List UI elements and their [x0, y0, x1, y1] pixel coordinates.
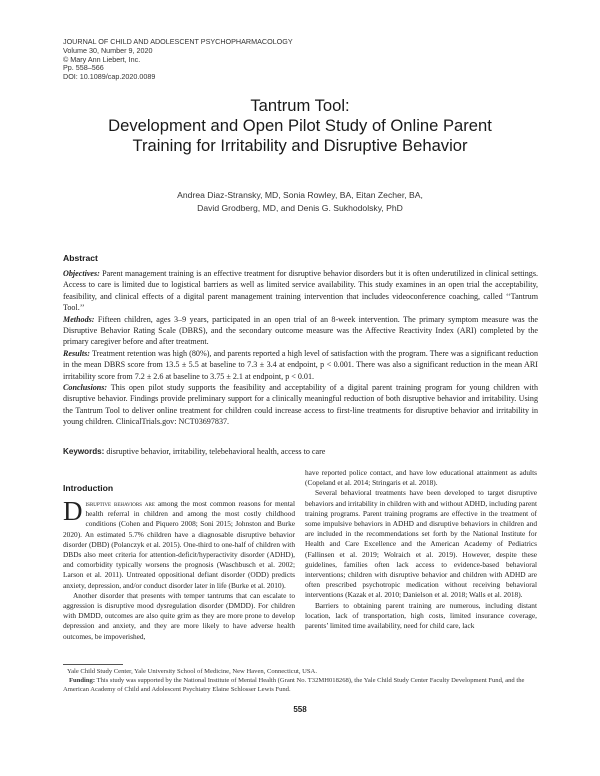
page-number: 558: [293, 705, 307, 714]
authors-line-1: Andrea Diaz-Stransky, MD, Sonia Rowley, BA, Eitan Zecher, BA,: [177, 190, 423, 200]
funding-text: This study was supported by the National Institute of Mental Health (Grant No. T32MH018268), the Yale Child Study Center Faculty Development Fund, and the American Academy of Child and Adolescent Psychiatry Elaine Schlosser Lewis Fund.: [63, 676, 525, 693]
drop-cap: D: [63, 496, 83, 526]
keywords-label: Keywords:: [63, 447, 105, 456]
abstract-body: [63, 268, 538, 428]
journal-name: JOURNAL OF CHILD AND ADOLESCENT PSYCHOPHARMACOLOGY: [63, 37, 293, 46]
journal-copyright: © Mary Ann Liebert, Inc.: [63, 54, 141, 64]
lead-smallcaps: isruptive behaviors are: [85, 499, 155, 508]
footnotes: [63, 668, 538, 694]
title-line-3: Training for Irritability and Disruptive Behavior: [132, 136, 468, 155]
keywords-text: disruptive behavior, irritability, telebehavioral health, access to care: [106, 447, 326, 456]
abstract-objectives: [63, 268, 538, 314]
results-text: Treatment retention was high (80%), and parents reported a high level of satisfaction with the program. There was a significant reduction in the mean DBRS score from 13.5 ± 5.5 at baseline to 7.3 ± 3.4 at endpoint, p < 0.001. There was also a significant reduction in the mean ARI irritability score from 7.2 ± 2.6 at baseline to 3.75 ± 2.1 at endpoint, p < 0.01.: [63, 348, 538, 381]
introduction-heading: Introduction: [63, 483, 114, 493]
funding-note: [63, 677, 538, 695]
keywords-line: [63, 447, 538, 456]
intro-paragraph-2: Another disorder that presents with temper tantrums that can escalate to aggression is disruptive mood dysregulation disorder (DMDD). For children with DMDD, outcomes are also quite grim as they are more prone to develop depression and anxiety, and they are more likely to have adverse health outcomes, be impoverished,: [63, 590, 295, 641]
methods-text: Fifteen children, ages 3–9 years, participated in an open trial of an 8-week intervention. The primary symptom measure was the Disruptive Behavior Rating Scale (DBRS), and the secondary outcome measure was the Affective Reactivity Index (ARI) completed by the primary caregiver before and after treatment.: [63, 314, 538, 347]
abstract-conclusions: [63, 382, 538, 428]
objectives-text: Parent management training is an effective treatment for disruptive behavior disorders but it is often underutilized in clinical settings. Access to care is limited due to logistical barriers as well as limited service availability. This study examines in an open trial the acceptability, feasibility, and clinical effects of a digital parent management training intervention that includes videoconference coaching, called ‘‘Tantrum Tool.’’: [63, 269, 538, 313]
intro-paragraph-1: [63, 496, 295, 591]
conclusions-label: Conclusions:: [63, 383, 108, 393]
left-column: [63, 496, 295, 642]
journal-volume: Volume 30, Number 9, 2020: [63, 45, 153, 55]
right-column: [305, 468, 537, 631]
methods-label: Methods:: [63, 314, 95, 324]
abstract-heading: Abstract: [63, 253, 98, 263]
title-line-2: Development and Open Pilot Study of Online Parent: [108, 116, 492, 135]
abstract-methods: [63, 314, 538, 348]
article-title: [60, 96, 540, 156]
title-line-1: Tantrum Tool:: [250, 96, 350, 115]
author-list: [60, 189, 540, 214]
funding-label: Funding:: [69, 676, 96, 684]
affiliation-note: Yale Child Study Center, Yale University School of Medicine, New Haven, Connecticut, USA.: [67, 668, 317, 675]
abstract-results: [63, 348, 538, 382]
conclusions-text: This open pilot study supports the feasibility and acceptability of a digital parent training program for young children with disruptive behavior. Findings provide preliminary support for a clinically meaningful reduction of both disruptive behavior and irritability. Using the Tantrum Tool to deliver online treatment for children could increase access to first-line treatments for disruptive behavior and irritability in young children. ClinicalTrials.gov: NCT03697837.: [63, 383, 538, 427]
intro-p1-text: among the most common reasons for mental health referral in children and among the most costly childhood conditions (Cohen and Piquero 2008; Soni 2015; Johnston and Burke 2020). An estimated 5.7% children have a diagnosable disruptive behavior disorder (DBD) (Polanczyk et al. 2015). One-third to one-half of children with DBDs also meet criteria for attention-deficit/hyperactivity disorder (ADHD), and comorbidity typically worsens the prognosis (Waschbusch et al. 2002; Larson et al. 2011). Untreated oppositional defiant disorder (ODD) predicts anxiety, depression, and/or conduct disorder later in life (Burke et al. 2010).: [63, 499, 295, 590]
intro-paragraph-4: Several behavioral treatments have been developed to target disruptive behaviors and irritability in children with and without ADHD, including parent training programs. Parent training programs are effective in the treatment of some impulsive behaviors in ADHD and disruptive behaviors in children and are included in the recommendations set forth by the National Institute for Health and Care Excellence and the American Academy of Pediatrics (Fallinsen et al. 2019; Wolraich et al. 2019). However, despite these guidelines, families often lack access to evidence-based behavioral interventions; children with disruptive behavior and children with ADHD are often prescribed psychotropic medication without receiving behavioral interventions (Kazak et al. 2010; Danielson et al. 2018; Walls et al. 2018).: [305, 488, 537, 600]
footnote-divider: [63, 664, 123, 665]
journal-pages: Pp. 558–566: [63, 63, 104, 73]
journal-header: [63, 38, 293, 82]
results-label: Results:: [63, 348, 90, 358]
intro-paragraph-3: have reported police contact, and have low educational attainment as adults (Copeland et al. 2014; Stringaris et al. 2018).: [305, 468, 537, 488]
authors-line-2: David Grodberg, MD, and Denis G. Sukhodolsky, PhD: [197, 202, 403, 213]
objectives-label: Objectives:: [63, 269, 100, 278]
journal-doi: DOI: 10.1089/cap.2020.0089: [63, 72, 156, 82]
intro-paragraph-5: Barriers to obtaining parent training are numerous, including distant location, lack of transportation, high costs, limited insurance coverage, parents’ limited time availability, need for child care, lack: [305, 600, 537, 631]
